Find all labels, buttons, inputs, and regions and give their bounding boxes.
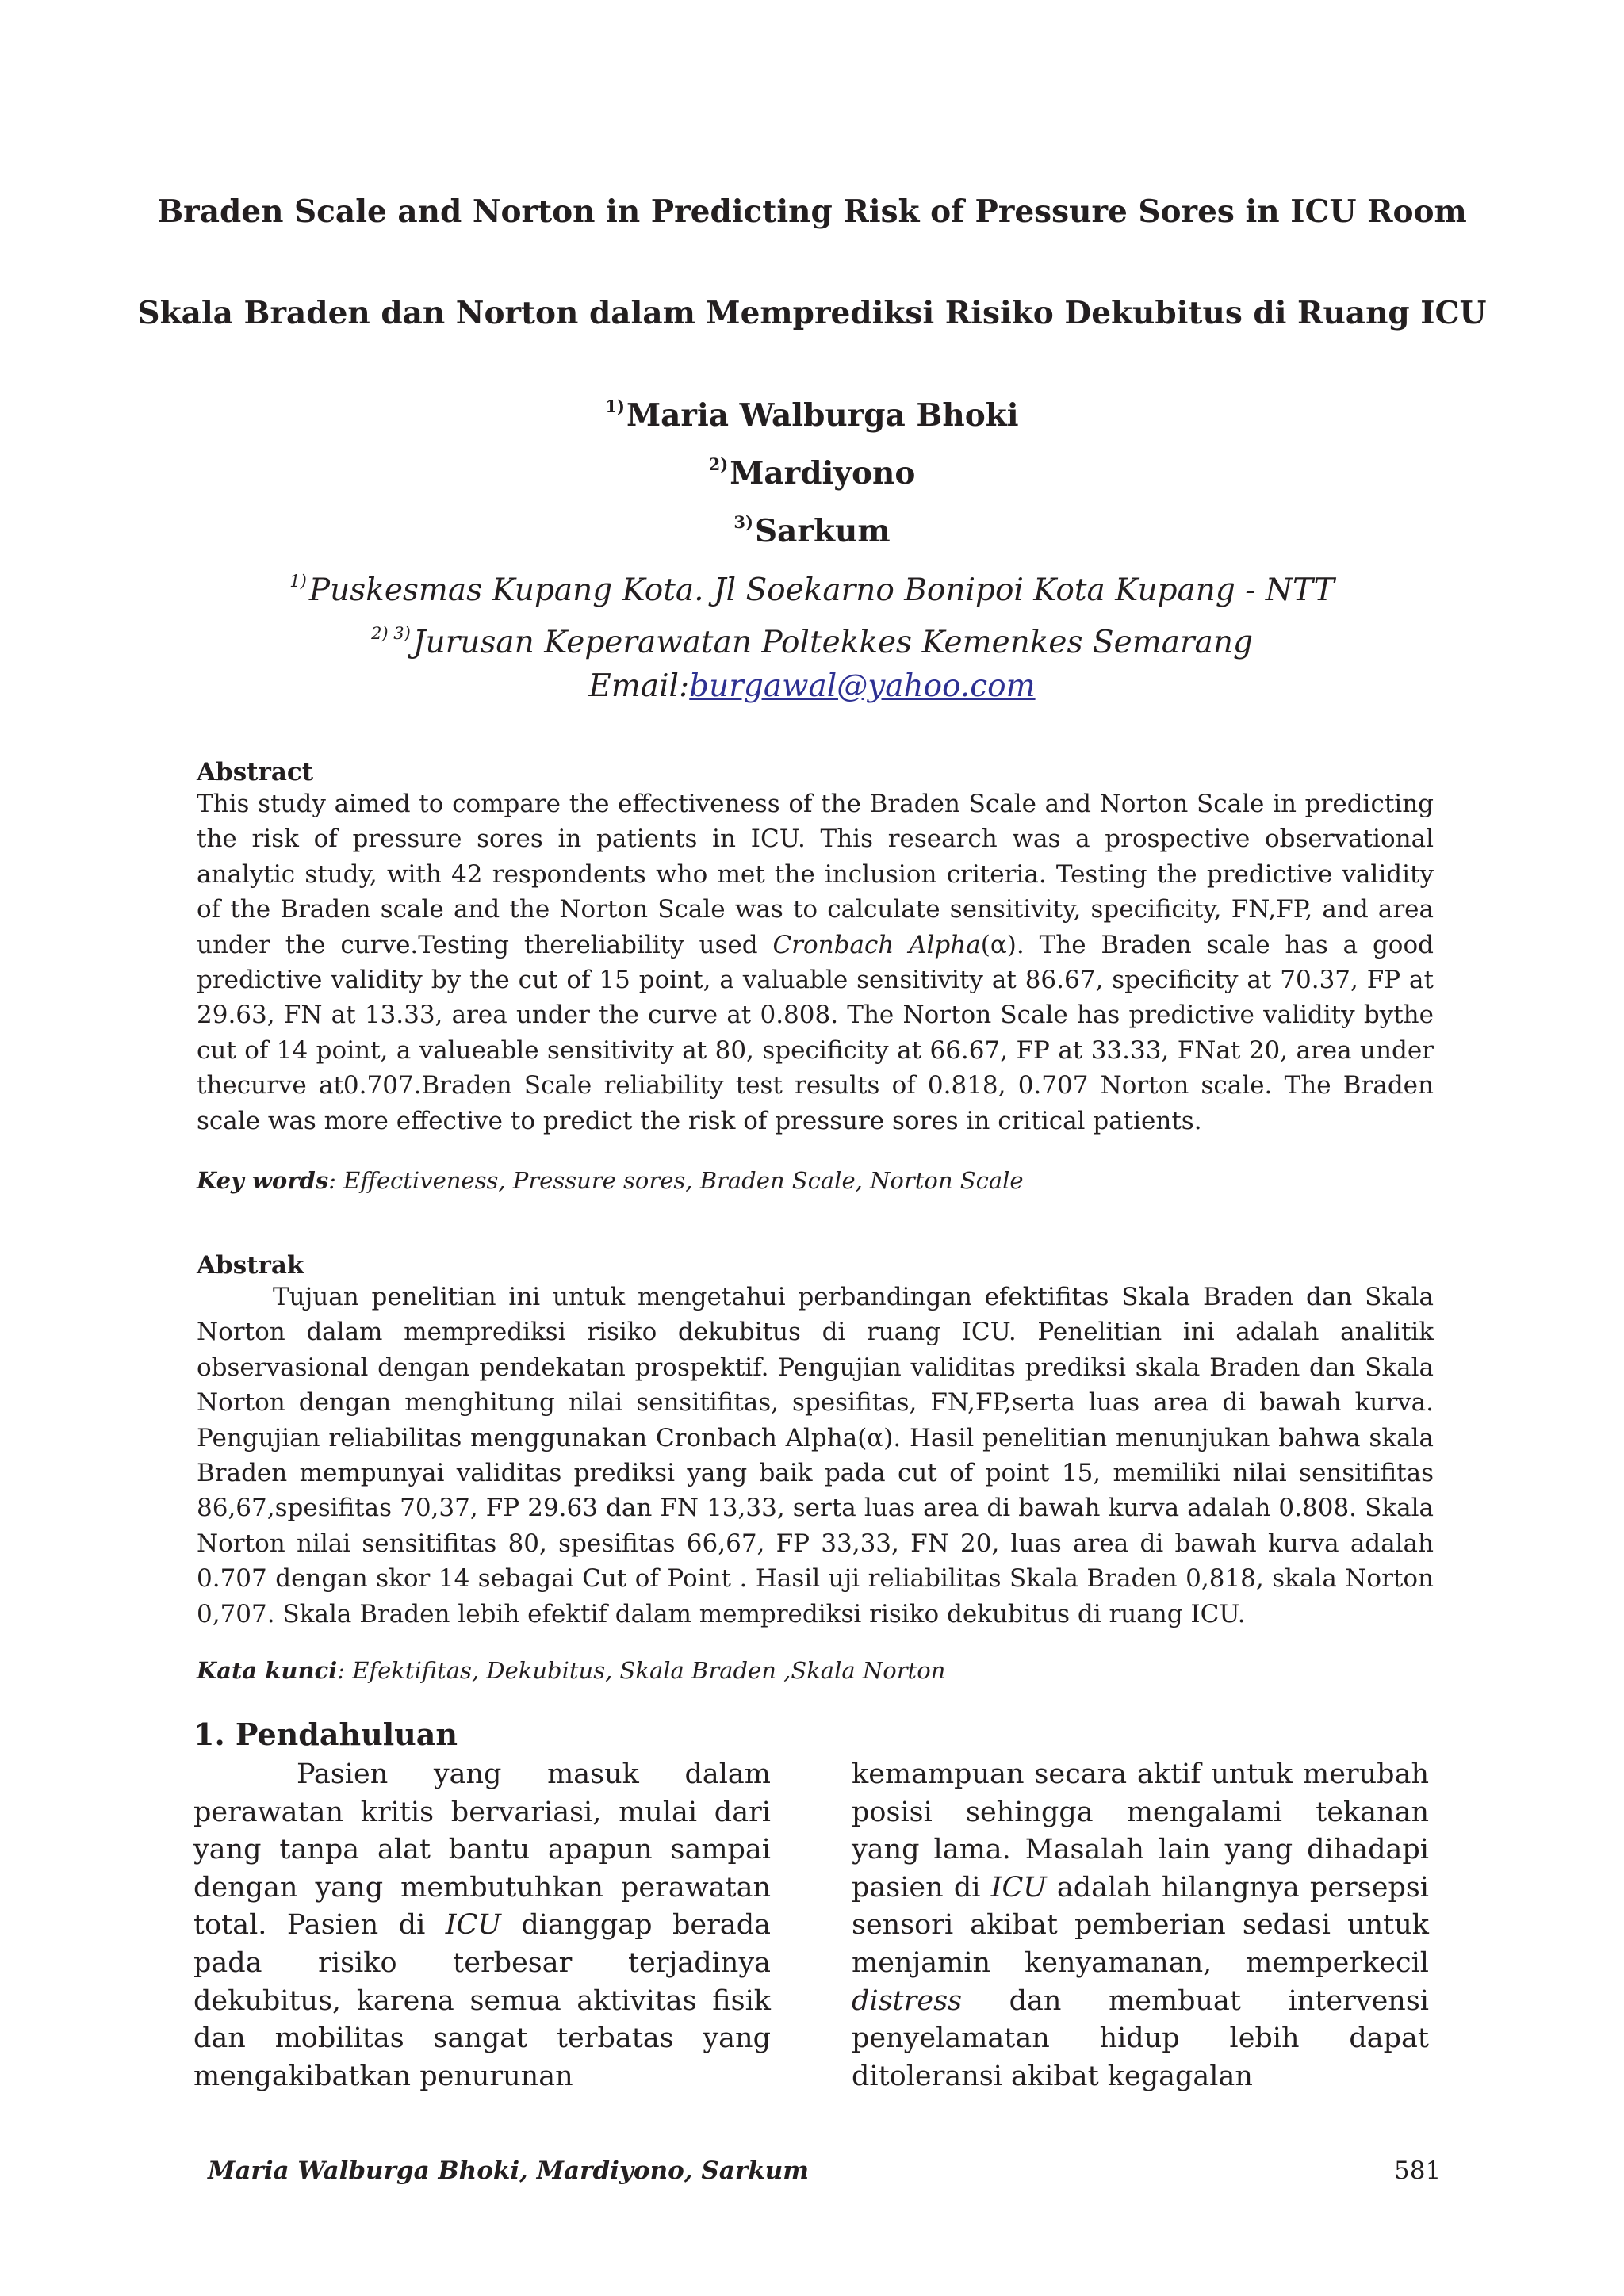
page-number: 581 [1394,2156,1442,2185]
abstract-english [197,758,1434,1138]
author-2: $^{2)}$Mardiyono [708,454,916,492]
body-column-left: Pasien yang masuk dalam perawatan kritis bervariasi, mulai dari yang tanpa alat bantu apapun sampai dengan yang membutuhkan perawatan total. Pasien di ICU dianggap berada pada risiko terbesar terjadinya dekubitus, karena semua aktivitas fisik dan mobilitas sangat terbatas yang mengakibatkan penurunan [193,1758,771,2092]
author-list [0,382,1624,556]
section-heading: 1. Pendahuluan [193,1716,458,1752]
keywords-indonesian: Kata kunci: Efektifitas, Dekubitus, Skala Braden ,Skala Norton [197,1657,946,1684]
affiliations [0,560,1624,708]
affiliation-1: $^{1)}$Puskesmas Kupang Kota. Jl Soekarno Bonipoi Kota Kupang - NTT [289,572,1335,608]
author-3: $^{3)}$Sarkum [733,512,891,549]
title-indonesian: Skala Braden dan Norton dalam Memprediksi Risiko Dekubitus di Ruang ICU [137,295,1487,331]
keywords-english: Key words: Effectiveness, Pressure sores, Braden Scale, Norton Scale [197,1167,1024,1194]
affiliation-2: $^{2) 3)}$Jurusan Keperawatan Poltekkes Kemenkes Semarang [371,624,1253,660]
email-line: Email:burgawal@yahoo.com [588,668,1036,704]
abstrak-text: Tujuan penelitian ini untuk mengetahui perbandingan efektifitas Skala Braden dan Skala Norton dalam memprediksi risiko dekubitus di ruang ICU. Penelitian ini adalah analitik observasional dengan pendekatan prospektif. Pengujian validitas prediksi skala Braden dan Skala Norton dengan menghitung nilai sensitifitas, spesifitas, FN,FP,serta luas area di bawah kurva. Pengujian reliabilitas menggunakan Cronbach Alpha(α). Hasil penelitian menunjukan bahwa skala Braden mempunyai validitas prediksi yang baik pada cut of point 15, memiliki nilai sensitifitas 86,67,spesifitas 70,37, FP 29.63 dan FN 13,33, serta luas area di bawah kurva adalah 0.808. Skala Norton nilai sensitifitas 80, spesifitas 66,67, FP 33,33, FN 20, luas area di bawah kurva adalah 0.707 dengan skor 14 sebagai Cut of Point . Hasil uji reliabilitas Skala Braden 0,818, skala Norton 0,707. Skala Braden lebih efektif dalam memprediksi risiko dekubitus di ruang ICU. [197,1283,1434,1628]
abstract-text: This study aimed to compare the effectiveness of the Braden Scale and Norton Scale in predicting the risk of pressure sores in patients in ICU. This research was a prospective observational analytic study, with 42 respondents who met the inclusion criteria. Testing the predictive validity of the Braden scale and the Norton Scale was to calculate sensitivity, specificity, FN,FP, and area under the curve.Testing thereliability used Cronbach Alpha(α). The Braden scale has a good predictive validity by the cut of 15 point, a valuable sensitivity at 86.67, specificity at 70.37, FP at 29.63, FN at 13.33, area under the curve at 0.808. The Norton Scale has predictive validity bythe cut of 14 point, a valueable sensitivity at 80, specificity at 66.67, FP at 33.33, FNat 20, area under thecurve at0.707.Braden Scale reliability test results of 0.818, 0.707 Norton scale. The Braden scale was more effective to predict the risk of pressure sores in critical patients. [197,790,1434,1135]
footer-authors: Maria Walburga Bhoki, Mardiyono, Sarkum [208,2156,810,2185]
abstrak-heading: Abstrak [197,1251,304,1280]
body-column-right: kemampuan secara aktif untuk merubah posisi sehingga mengalami tekanan yang lama. Masalah lain yang dihadapi pasien di ICU adalah hilangnya persepsi sensori akibat pemberian sedasi untuk menjamin kenyamanan, memperkecil distress dan membuat intervensi penyelamatan hidup lebih dapat ditoleransi akibat kegagalan [852,1758,1429,2092]
title-english: Braden Scale and Norton in Predicting Risk of Pressure Sores in ICU Room [157,193,1467,230]
email-link[interactable]: burgawal@yahoo.com [689,668,1036,704]
abstract-indonesian [197,1251,1434,1632]
abstract-heading: Abstract [197,758,314,786]
author-1: $^{1)}$Maria Walburga Bhoki [605,396,1019,434]
